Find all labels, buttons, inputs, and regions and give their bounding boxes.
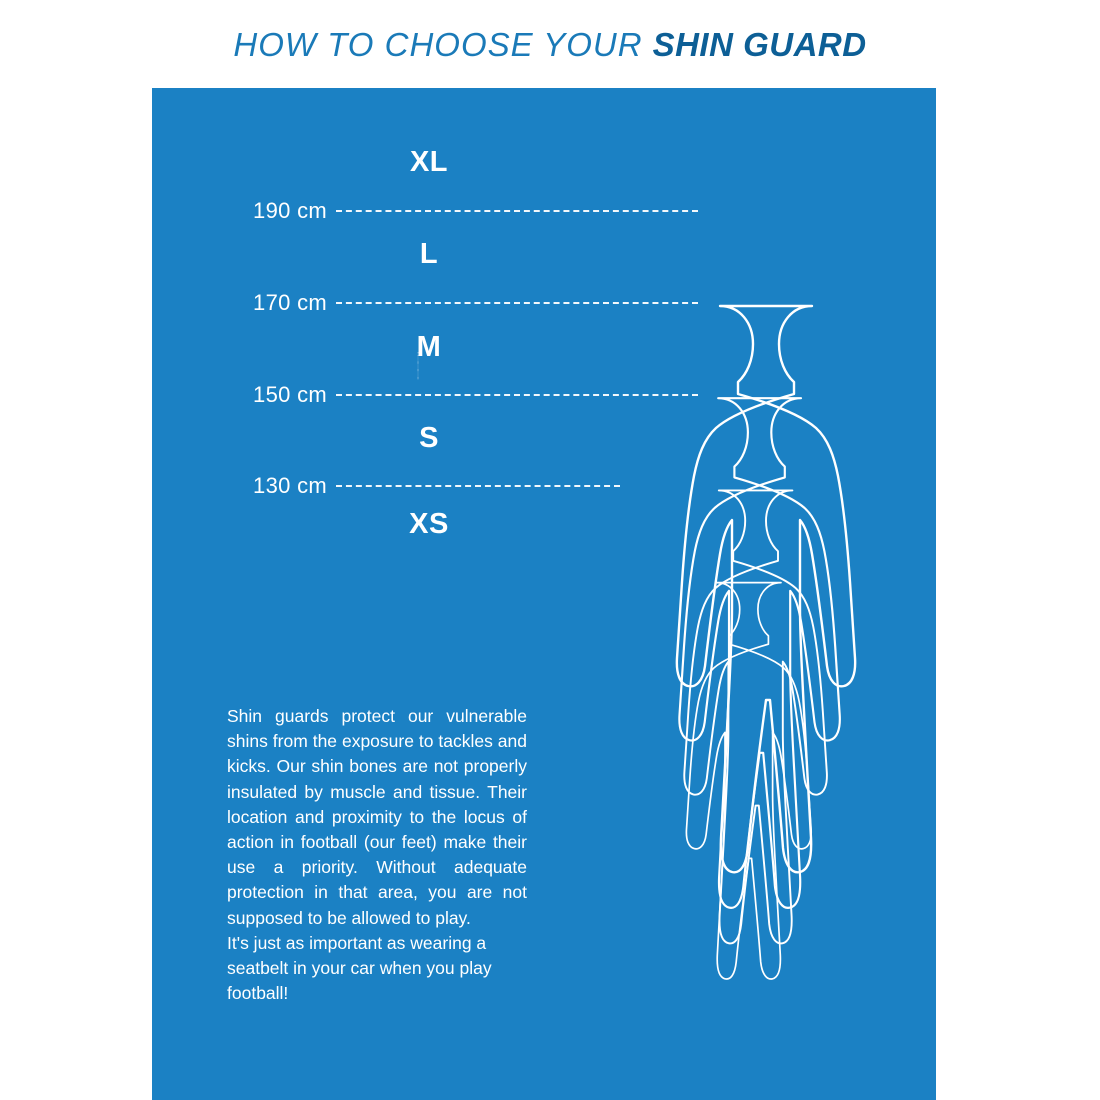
size-scale bbox=[152, 88, 572, 558]
description-paragraph-2: It's just as important as wearing a seatbelt in your car when you play football! bbox=[227, 932, 492, 1004]
body-silhouettes bbox=[522, 188, 922, 1088]
description-paragraph-1: Shin guards protect our vulnerable shins from the exposure to tackles and kicks. Our shin bones are not properly insulated by muscle and tissue. Their location and proximity to the locus of action in football (our feet) make their use a priority. Without adequate protection in that area, you are not supposed to be allowed to play. bbox=[227, 706, 527, 928]
silhouette-group bbox=[522, 188, 922, 1088]
height-label-150: 150 cm bbox=[253, 382, 327, 407]
size-label-l: L bbox=[419, 238, 439, 270]
height-label-190: 190 cm bbox=[253, 198, 327, 223]
description-text bbox=[227, 704, 527, 1006]
silhouette-l bbox=[679, 398, 839, 908]
info-panel bbox=[152, 88, 936, 1100]
height-label-170: 170 cm bbox=[253, 290, 327, 315]
size-label-xs: XS bbox=[409, 508, 449, 540]
height-label-130: 130 cm bbox=[253, 473, 327, 498]
size-label-xl: XL bbox=[409, 146, 449, 178]
page-title bbox=[0, 26, 1100, 65]
size-range-arrows bbox=[417, 178, 419, 558]
size-label-m: M bbox=[416, 331, 442, 363]
title-bold-part: SHIN GUARD bbox=[652, 26, 867, 63]
title-light-part: HOW TO CHOOSE YOUR bbox=[233, 26, 643, 63]
size-label-s: S bbox=[419, 422, 439, 454]
